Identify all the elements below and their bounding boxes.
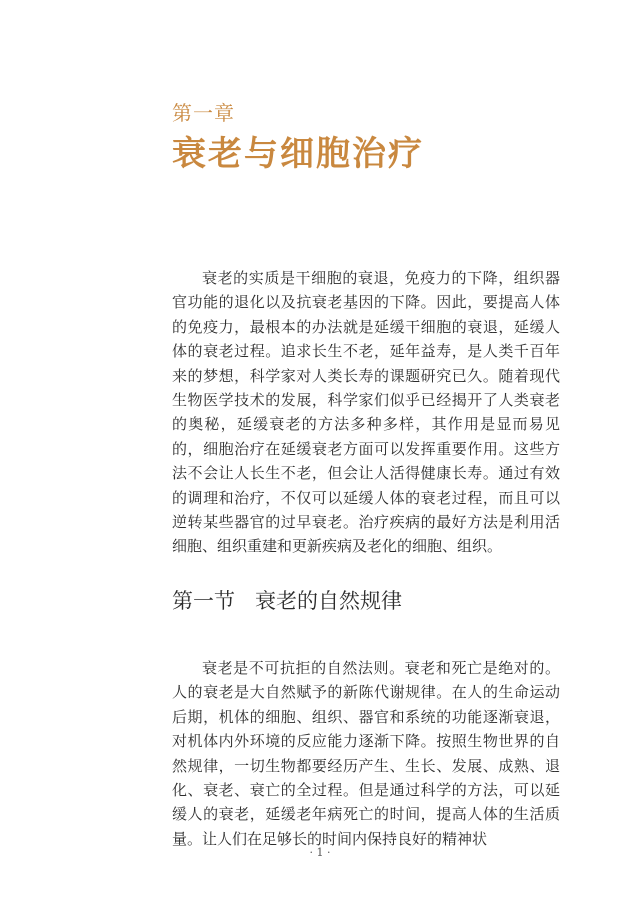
chapter-title: 衰老与细胞治疗 [172, 134, 424, 174]
page-number: · 1 · [309, 846, 331, 859]
section-title: 衰老的自然规律 [255, 589, 402, 613]
intro-paragraph: 衰老的实质是干细胞的衰退，免疫力的下降，组织器官功能的退化以及抗衰老基因的下降。因此，要提高人体的免疫力，最根本的办法就是延缓干细胞的衰退，延缓人体的衰老过程。追求长生不老，延年益寿，是人类千百年来的梦想，科学家对人类长寿的课题研究已久。随着现代生物医学技术的发展，科学家们似乎已经揭开了人类衰老的奥秘，延缓衰老的方法多种多样，其作用是显而易见的，细胞治疗在延缓衰老方面可以发挥重要作用。这些方法不会让人长生不老，但会让人活得健康长寿。通过有效的调理和治疗，不仅可以延缓人体的衰老过程，而且可以逆转某些器官的过早衰老。治疗疾病的最好方法是利用活细胞、组织重建和更新疾病及老化的细胞、组织。 [172, 269, 560, 556]
section-paragraph: 衰老是不可抗拒的自然法则。衰老和死亡是绝对的。人的衰老是大自然赋予的新陈代谢规律。在人的生命运动后期，机体的细胞、组织、器官和系统的功能逐渐衰退，对机体内外环境的反应能力逐渐下降。按照生物世界的自然规律，一切生物都要经历产生、生长、发展、成熟、退化、衰老、衰亡的全过程。但是通过科学的方法，可以延缓人的衰老，延缓老年病死亡的时间，提高人体的生活质量。让人们在足够长的时间内保持良好的精神状 [172, 659, 560, 848]
section-heading [172, 586, 402, 616]
section-number: 第一节 [172, 589, 235, 613]
chapter-label: 第一章 [172, 101, 235, 125]
